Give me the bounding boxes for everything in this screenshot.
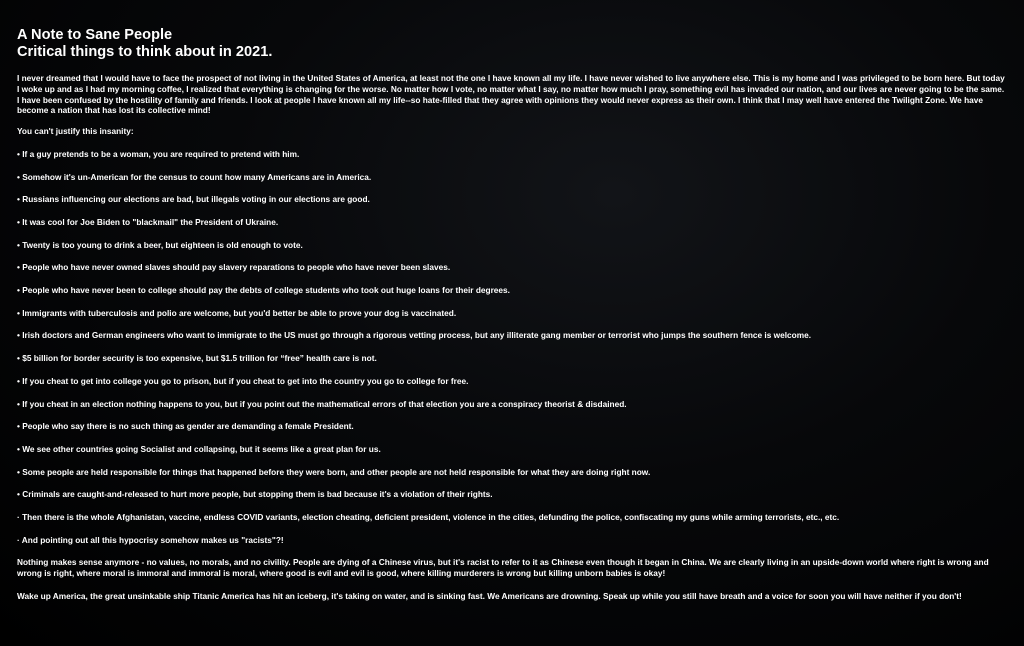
list-item: • It was cool for Joe Biden to "blackmail" the President of Ukraine.: [17, 217, 279, 228]
page-title: [17, 27, 1008, 61]
list-item: · And pointing out all this hypocrisy somehow makes us "racists"?!: [17, 534, 284, 545]
list-item: • Somehow it's un-American for the census to count how many Americans are in America.: [17, 171, 372, 182]
list-item: • People who say there is no such thing as gender are demanding a female President.: [17, 421, 354, 432]
list-item: • Russians influencing our elections are bad, but illegals voting in our elections are good.: [17, 194, 370, 205]
title-line-2: Critical things to think about in 2021.: [17, 44, 273, 60]
list-item: • Twenty is too young to drink a beer, but eighteen is old enough to vote.: [17, 239, 303, 250]
bullet-list: [17, 149, 1008, 545]
list-item: • Some people are held responsible for things that happened before they were born, and other people are not held responsible for what they are doing right now.: [17, 466, 651, 477]
list-item: • Irish doctors and German engineers who want to immigrate to the US must go through a rigorous vetting process, but any illiterate gang member or terrorist who jumps the southern fence is welcome.: [17, 330, 812, 341]
list-item: • Criminals are caught-and-released to hurt more people, but stopping them is bad because it's a violation of their rights.: [17, 489, 493, 500]
closing-paragraph-1: Nothing makes sense anymore - no values, no morals, and no civility. People are dying of a Chinese virus, but it's racist to refer to it as Chinese even though it began in China. We are clearly living in an upside-down world where right is wrong and wrong is right, where moral is immoral and immoral is moral, where good is evil and evil is good, where killing murderers is wrong but killing unborn babies is okay!: [17, 557, 989, 579]
list-item: • Immigrants with tuberculosis and polio are welcome, but you'd better be able to prove your dog is vaccinated.: [17, 307, 457, 318]
list-item: • People who have never been to college should pay the debts of college students who took out huge loans for their degrees.: [17, 285, 510, 296]
intro-paragraph: I never dreamed that I would have to face the prospect of not living in the United States of America, at least not the one I have known all my life. I have never wished to live anywhere else. This is my home and I was privileged to be born here. But today I woke up and as I had my morning coffee, I realized that everything is changing for the worse. No matter how I vote, no matter what I say, no matter how much I pray, something evil has invaded our nation, and our lives are never going to be the same. I have been confused by the hostility of family and friends. I look at people I have known all my life--so hate-filled that they agree with opinions they would never express as their own. I think that I may well have entered the Twilight Zone. We have become a nation that has lost its collective mind!: [17, 73, 1005, 116]
list-item: • If you cheat to get into college you go to prison, but if you cheat to get into the country you go to college for free.: [17, 375, 469, 386]
list-item: • If you cheat in an election nothing happens to you, but if you point out the mathematical errors of that election you are a conspiracy theorist & disdained.: [17, 398, 627, 409]
title-line-1: A Note to Sane People: [17, 27, 173, 43]
list-item: • People who have never owned slaves should pay slavery reparations to people who have never been slaves.: [17, 262, 451, 273]
closing-paragraph-2: Wake up America, the great unsinkable ship Titanic America has hit an iceberg, it's taking on water, and is sinking fast. We Americans are drowning. Speak up while you still have breath and a voice for soon you will have neither if you don't!: [17, 590, 962, 601]
list-item: · Then there is the whole Afghanistan, vaccine, endless COVID variants, election cheating, deficient president, violence in the cities, defunding the police, confiscating my guns while arming terrorists, etc., etc.: [17, 511, 840, 522]
lead-line: You can't justify this insanity:: [17, 126, 134, 137]
list-item: • $5 billion for border security is too expensive, but $1.5 trillion for “free” health care is not.: [17, 353, 377, 364]
list-item: • We see other countries going Socialist and collapsing, but it seems like a great plan for us.: [17, 443, 381, 454]
list-item: • If a guy pretends to be a woman, you are required to pretend with him.: [17, 148, 300, 159]
